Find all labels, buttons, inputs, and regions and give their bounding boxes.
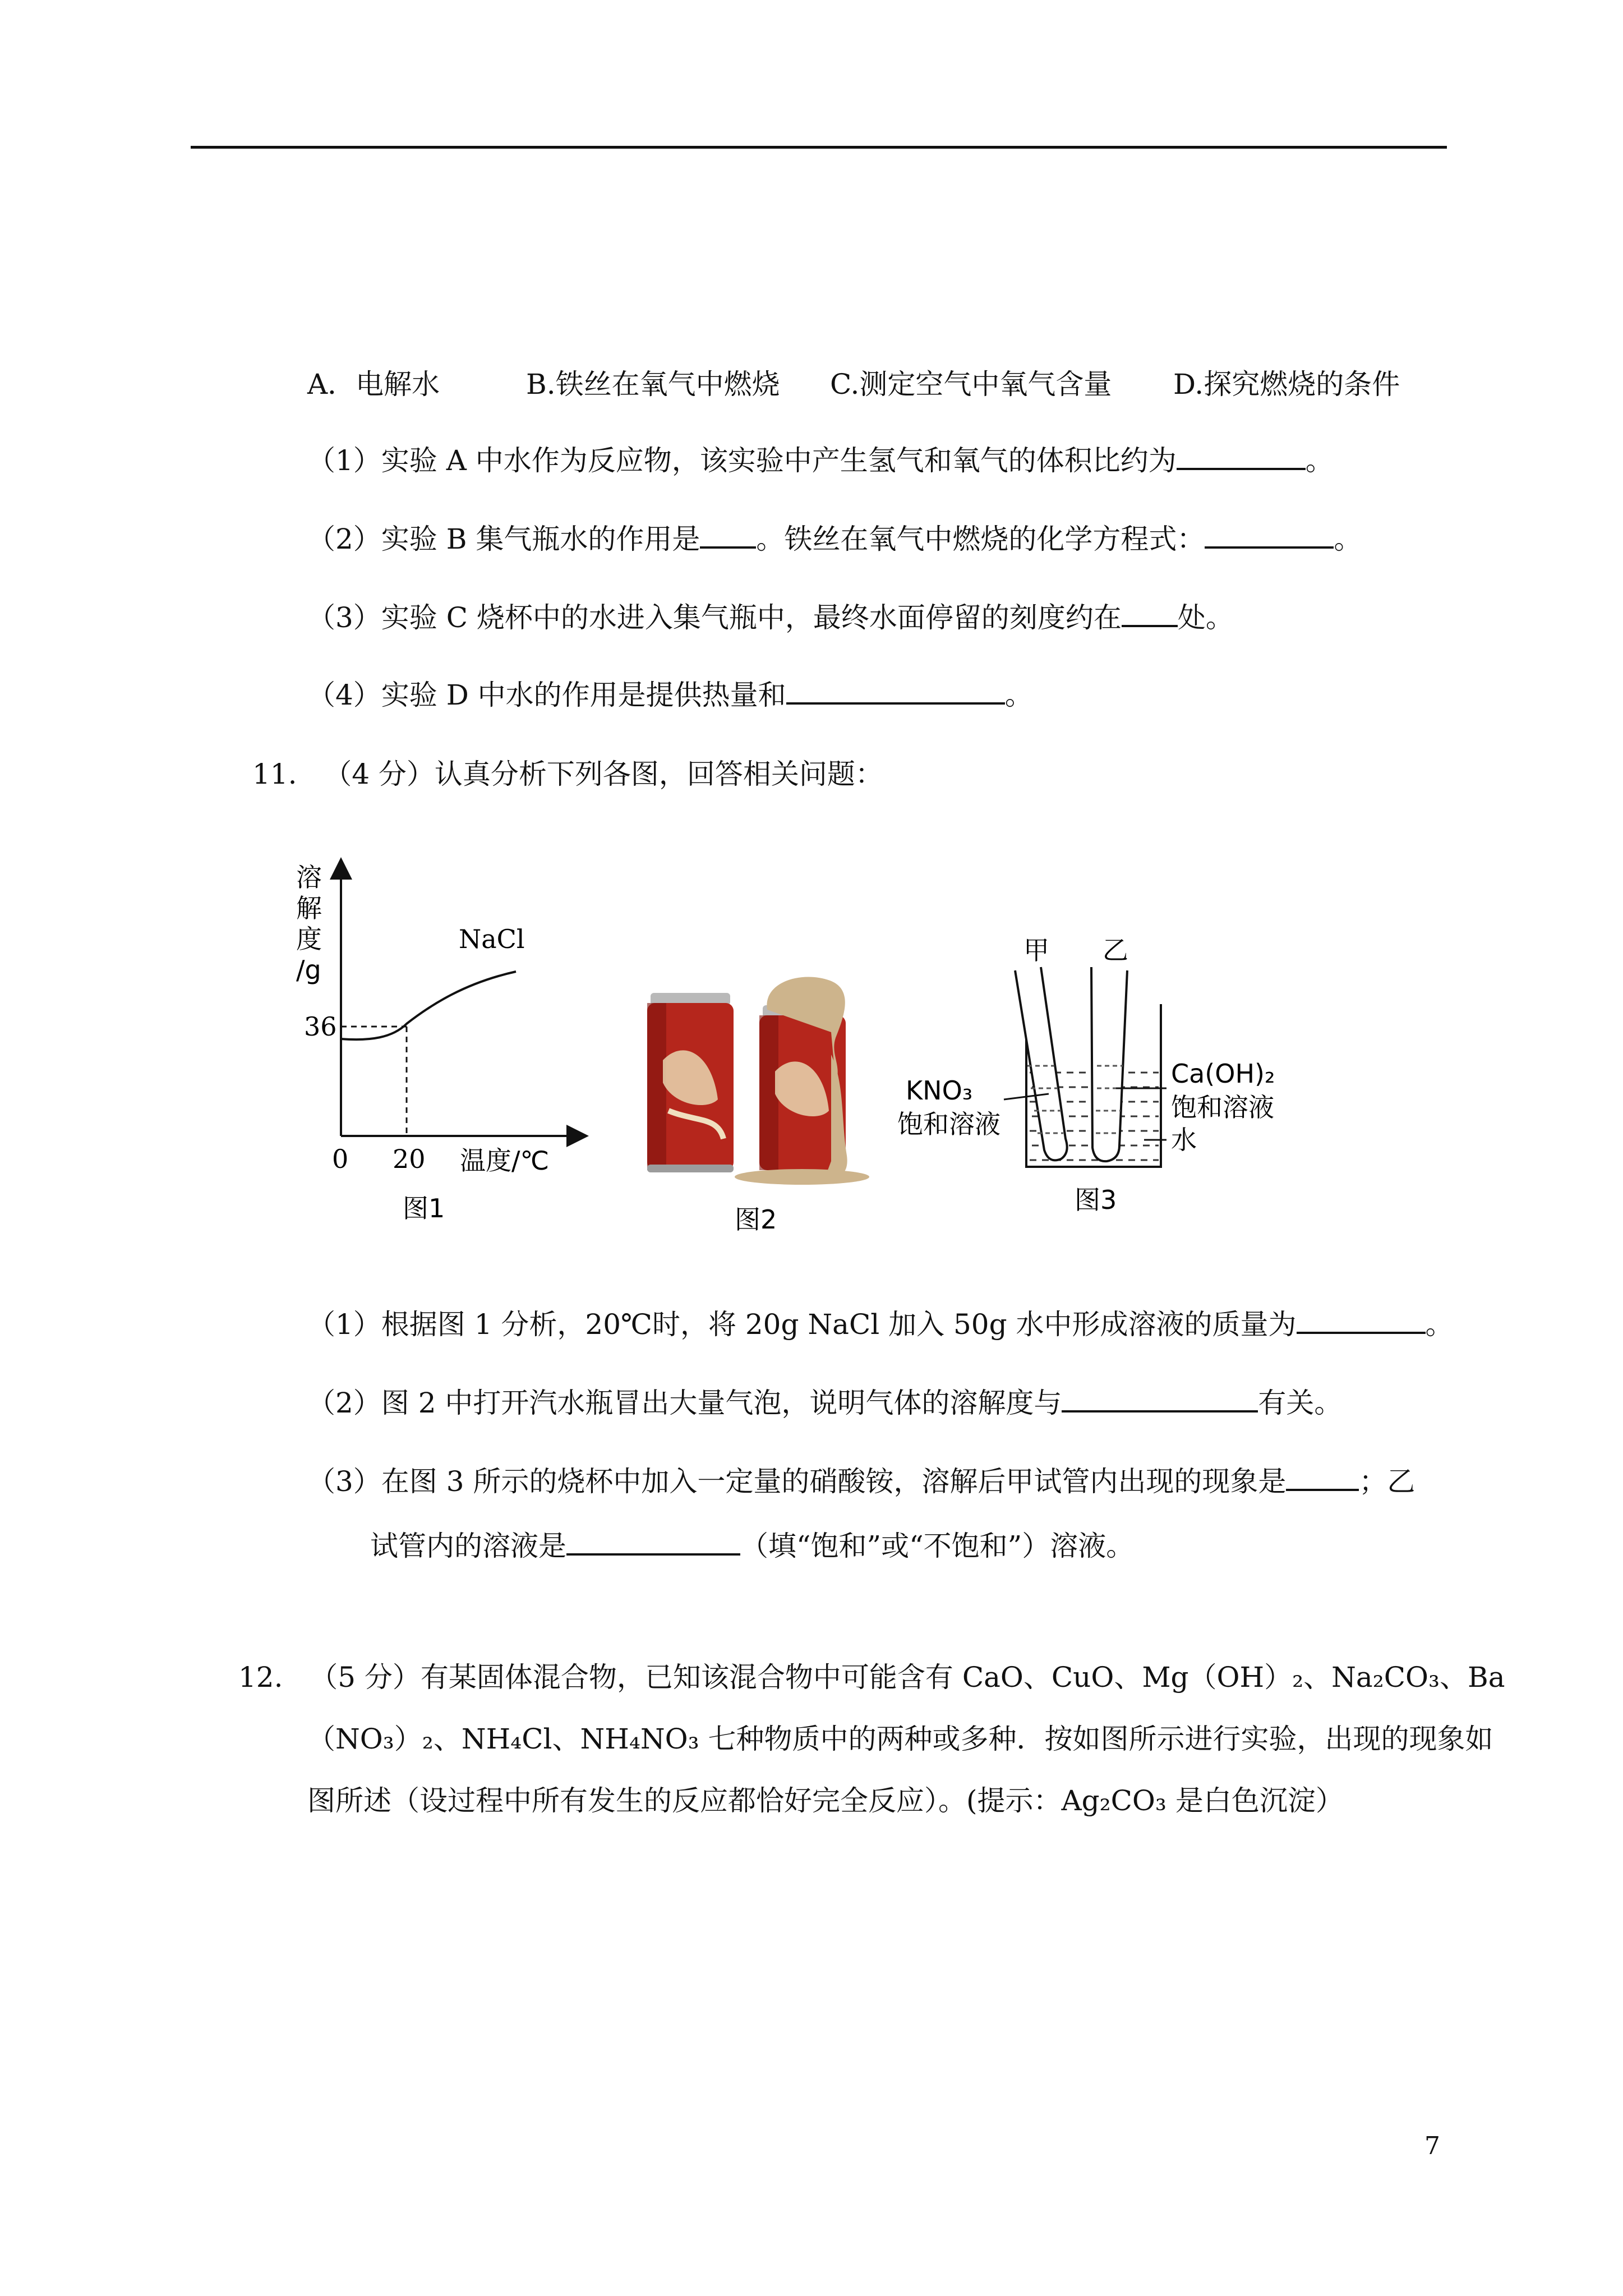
answer-blank[interactable] — [1297, 1307, 1426, 1334]
y-label-char: 溶 — [296, 862, 322, 892]
answer-blank[interactable] — [1286, 1464, 1359, 1491]
caoh2-label: Ca(OH)₂ — [1171, 1059, 1275, 1089]
y-label-char: 度 — [296, 924, 322, 954]
figure-3-caption: 图3 — [1075, 1185, 1117, 1215]
q11-part2: （2）图 2 中打开汽水瓶冒出大量气泡，说明气体的溶解度与 有关。 — [307, 1387, 1343, 1419]
figure-1-solubility-graph — [280, 853, 594, 1223]
q10-part4: （4）实验 D 中水的作用是提供热量和 。 — [307, 679, 1033, 711]
figure-2-caption: 图2 — [735, 1204, 777, 1234]
x-axis-label: 温度/℃ — [460, 1145, 550, 1176]
option-d: D.探究燃烧的条件 — [1173, 368, 1400, 401]
test-tube-jia — [1015, 967, 1067, 1160]
answer-blank[interactable] — [700, 522, 756, 549]
header-rule — [191, 146, 1447, 149]
answer-blank[interactable] — [1205, 522, 1334, 549]
y-label-char: 解 — [296, 893, 322, 923]
x-tick-0: 0 — [332, 1144, 349, 1174]
q11-part3-continued: 试管内的溶液是 （填“饱和”或“不饱和”）溶液。 — [370, 1530, 1135, 1562]
figure-3-beaker-test-tubes — [897, 926, 1324, 1240]
curve-label: NaCl — [459, 924, 525, 954]
answer-blank[interactable] — [566, 1529, 740, 1556]
option-b: B.铁丝在氧气中燃烧 — [526, 368, 780, 401]
page-number: 7 — [1424, 2132, 1440, 2160]
opened-soda-can-foaming — [735, 977, 869, 1185]
y-label-char: /g — [296, 955, 321, 985]
figure-2-soda-cans — [634, 970, 869, 1234]
saturated-solution-label-right: 饱和溶液 — [1171, 1092, 1274, 1122]
q12-line2: （NO₃）₂、NH₄Cl、NH₄NO₃ 七种物质中的两种或多种．按如图所示进行实验，出现的现象如 — [307, 1723, 1493, 1755]
q11-stem: 11. （4 分）认真分析下列各图，回答相关问题： — [252, 758, 883, 790]
q11-part3: （3）在图 3 所示的烧杯中加入一定量的硝酸铵，溶解后甲试管内出现的现象是 ；乙 — [307, 1465, 1415, 1498]
nacl-curve — [341, 972, 516, 1039]
saturated-solution-label-left: 饱和溶液 — [897, 1109, 1000, 1139]
test-tube-yi — [1091, 967, 1127, 1161]
q11-part1: （1）根据图 1 分析，20℃时，将 20g NaCl 加入 50g 水中形成溶液的质量为 。 — [307, 1308, 1454, 1341]
closed-soda-can — [647, 993, 734, 1172]
water-label: 水 — [1171, 1125, 1197, 1155]
answer-blank[interactable] — [786, 678, 1005, 705]
tube-yi-label: 乙 — [1103, 935, 1128, 965]
q10-part2: （2）实验 B 集气瓶水的作用是 。铁丝在氧气中燃烧的化学方程式： 。 — [307, 523, 1362, 555]
option-a: A．电解水 — [307, 368, 440, 401]
figure-1-caption: 图1 — [403, 1193, 445, 1223]
q12-line1: 12. （5 分）有某固体混合物，已知该混合物中可能含有 CaO、CuO、Mg（OH）₂、Na₂CO₃、Ba — [238, 1661, 1505, 1694]
option-c: C.测定空气中氧气含量 — [830, 368, 1112, 401]
tube-jia-label: 甲 — [1023, 935, 1049, 965]
q10-part1: （1）实验 A 中水作为反应物，该实验中产生氢气和氧气的体积比约为 。 — [307, 444, 1334, 477]
q10-part3: （3）实验 C 烧杯中的水进入集气瓶中，最终水面停留的刻度约在 处。 — [307, 601, 1234, 634]
answer-blank[interactable] — [1177, 443, 1306, 470]
q12-line3: 图所述（设过程中所有发生的反应都恰好完全反应）。(提示：Ag₂CO₃ 是白色沉淀） — [307, 1784, 1344, 1817]
answer-blank[interactable] — [1062, 1386, 1258, 1412]
x-tick-20: 20 — [393, 1144, 426, 1174]
kno3-label: KNO₃ — [906, 1075, 973, 1106]
y-tick-36: 36 — [304, 1011, 337, 1042]
answer-blank[interactable] — [1122, 600, 1178, 627]
